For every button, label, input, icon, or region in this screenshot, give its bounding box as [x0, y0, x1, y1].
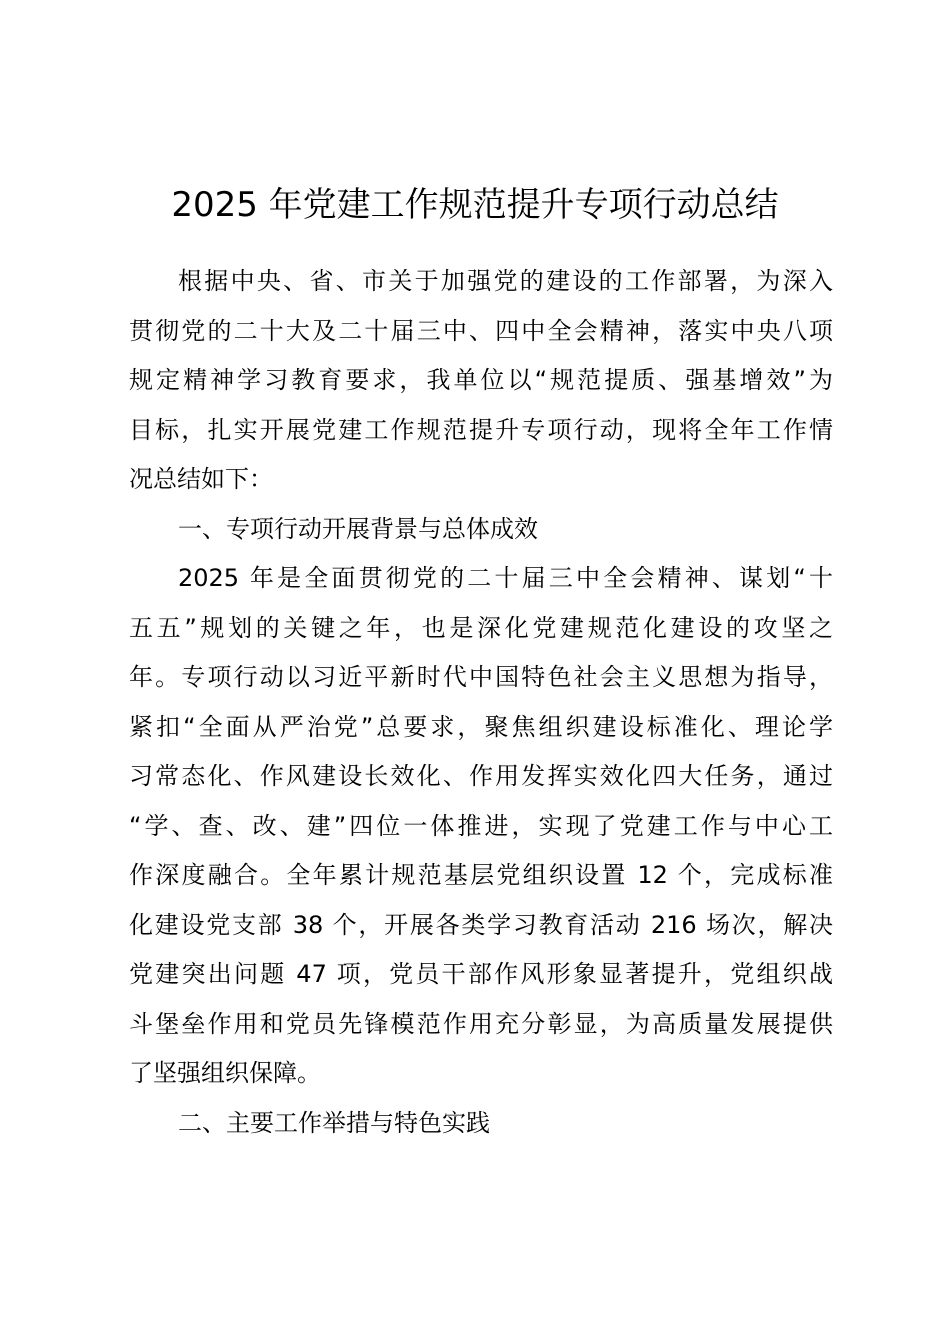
intro-paragraph-line: 目标，扎实开展党建工作规范提升专项行动，现将全年工作情 — [129, 415, 833, 444]
document-body — [129, 259, 833, 1150]
intro-paragraph-line: 况总结如下： — [129, 465, 273, 493]
section-1-paragraph-line: 斗堡垒作用和党员先锋模范作用充分彰显，为高质量发展提供 — [129, 1009, 833, 1038]
intro-paragraph-line: 规定精神学习教育要求，我单位以“规范提质、强基增效”为 — [129, 366, 833, 394]
document-title: 2025 年党建工作规范提升专项行动总结 — [171, 185, 779, 225]
section-1-paragraph-line: “学、查、改、建”四位一体推进，实现了党建工作与中心工 — [129, 811, 833, 840]
intro-paragraph-line: 根据中央、省、市关于加强党的建设的工作部署，为深入 — [178, 267, 833, 295]
section-1-paragraph-line: 党建突出问题 47 项，党员干部作风形象显著提升，党组织战 — [129, 960, 833, 988]
section-1-paragraph-line: 化建设党支部 38 个，开展各类学习教育活动 216 场次，解决 — [129, 910, 833, 939]
section-1-paragraph-line: 五五”规划的关键之年，也是深化党建规范化建设的攻坚之 — [129, 613, 833, 642]
section-1-paragraph-line: 作深度融合。全年累计规范基层党组织设置 12 个，完成标准 — [129, 861, 833, 889]
section-heading-1: 一、专项行动开展背景与总体成效 — [178, 514, 538, 543]
section-1-paragraph-line: 年。专项行动以习近平新时代中国特色社会主义思想为指导， — [129, 663, 833, 691]
section-1-paragraph-line: 2025 年是全面贯彻党的二十届三中全会精神、谋划“十 — [178, 564, 833, 592]
intro-paragraph-line: 贯彻党的二十大及二十届三中、四中全会精神，落实中央八项 — [129, 316, 833, 345]
section-1-paragraph-line: 紧扣“全面从严治党”总要求，聚焦组织建设标准化、理论学 — [129, 712, 833, 741]
section-heading-2: 二、主要工作举措与特色实践 — [178, 1108, 490, 1137]
section-1-paragraph-line: 了坚强组织保障。 — [129, 1059, 321, 1087]
section-1-paragraph-line: 习常态化、作风建设长效化、作用发挥实效化四大任务，通过 — [129, 762, 833, 790]
